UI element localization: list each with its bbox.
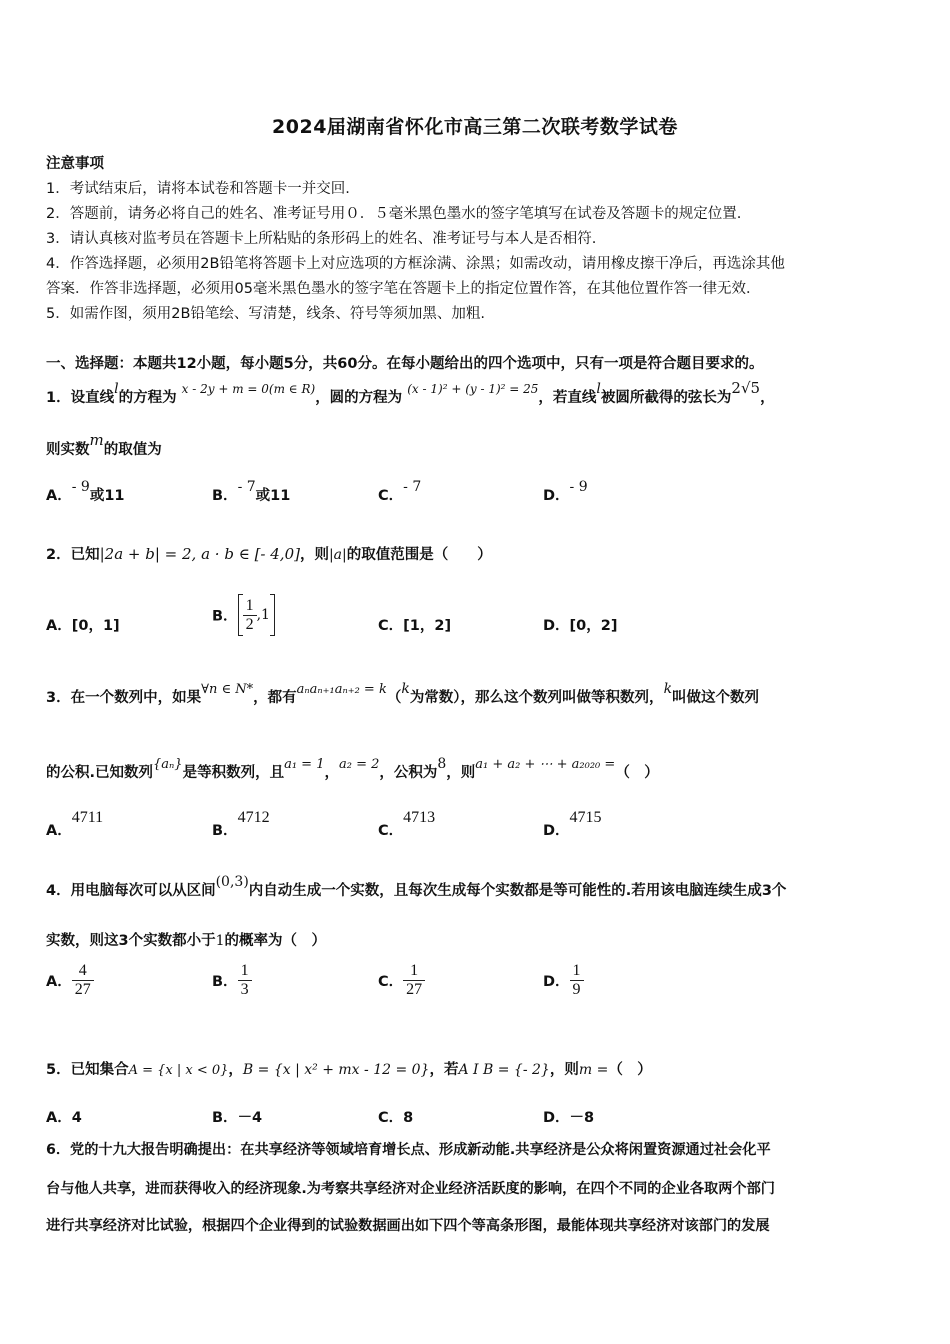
q3-text: 是等积数列，且	[182, 765, 285, 781]
q4-text: 4．用电脑每次可以从区间	[46, 883, 216, 899]
q2-text: 的取值范围是（ ）	[346, 547, 492, 563]
q3-option-a[interactable]: A．4711	[46, 809, 104, 839]
q1-text: 的取值为	[103, 442, 162, 458]
question-4-line2: 实数，则这3个实数都小于1的概率为（ ）	[46, 933, 327, 949]
question-6-line: 进行共享经济对比试验，根据四个企业得到的试验数据画出如下四个等高条形图，最能体现共享经济对该部门的发展	[46, 1218, 770, 1234]
q2-abs-a: |a|	[328, 547, 347, 563]
q1-option-a[interactable]: A．- 9或11	[46, 479, 125, 504]
question-2	[46, 543, 492, 564]
question-1	[46, 379, 775, 407]
notice-item: 1．考试结束后，请将本试卷和答题卡一并交回.	[46, 181, 350, 197]
q3-product-condition: aₙaₙ₊₁aₙ₊₂ = k	[296, 682, 387, 697]
notice-item: 2．答题前，请务必将自己的姓名、准考证号用０．５毫米黑色墨水的签字笔填写在试卷及答题卡的规定位置.	[46, 206, 742, 222]
question-6-line: 台与他人共享，进而获得收入的经济现象.为考察共享经济对企业经济活跃度的影响，在四个不同的企业各取两个部门	[46, 1181, 775, 1197]
q3-text: 3．在一个数列中，如果	[46, 690, 202, 706]
notice-item: 4．作答选择题，必须用2B铅笔将答题卡上对应选项的方框涂满、涂黑；如需改动，请用橡皮擦干净后，再选涂其他	[46, 256, 785, 272]
q2-option-a[interactable]: A．[0，1]	[46, 618, 120, 634]
q4-text: 的概率为（ ）	[224, 933, 327, 949]
q3-k-symbol: k	[663, 681, 673, 697]
q1-text: 1．设直线	[46, 390, 115, 406]
q1-text: ，	[760, 390, 775, 406]
q1-option-c[interactable]: C．- 7	[378, 479, 422, 504]
q4-text: 个实数都小于	[128, 933, 216, 949]
q3-option-c[interactable]: C．4713	[378, 809, 436, 839]
notice-item: 答案．作答非选择题，必须用05毫米黑色墨水的签字笔在答题卡上的指定位置作答，在其他位置作答一律无效．	[46, 281, 761, 297]
q4-option-c[interactable]: C． $\frac{1}{27}$	[378, 962, 425, 999]
question-4: 4．用电脑每次可以从区间(0,3)内自动生成一个实数，且每次生成每个实数都是等可能性的.若用该电脑连续生成3个	[46, 874, 787, 899]
q5-set-b: B = {x | x² + mx - 12 = 0}	[242, 1062, 430, 1078]
q5-text: ，则	[549, 1062, 579, 1078]
q2-option-c[interactable]: C．[1，2]	[378, 618, 452, 634]
q2-option-b[interactable]: B． $\frac{1}{2}$ ,1	[212, 594, 275, 636]
q4-option-a[interactable]: A． $\frac{4}{27}$	[46, 962, 94, 999]
q5-m: m =	[578, 1062, 609, 1078]
section-heading: 一、选择题：本题共12小题，每小题5分，共60分。在每小题给出的四个选项中，只有一项是符合题目要求的。	[46, 356, 764, 372]
notice-item: 5．如需作图，须用2B铅笔绘、写清楚，线条、符号等须加黑、加粗.	[46, 306, 486, 322]
q2-text: ，则	[299, 547, 329, 563]
q3-sequence: {aₙ}	[153, 757, 183, 772]
q1-text: 则实数	[46, 442, 90, 458]
q4-text: 个	[771, 883, 787, 899]
q5-set-a: A = {x | x < 0}	[128, 1063, 229, 1078]
question-5: 5．已知集合A = {x | x < 0}，B = {x | x² + mx - 12 = 0}，若A I B = {- 2}，则m =（ ）	[46, 1062, 652, 1078]
q5-intersection: A I B = {- 2}	[458, 1062, 550, 1078]
q3-product-value: 8	[437, 756, 447, 772]
q5-option-b[interactable]: B．－4	[212, 1110, 263, 1126]
q3-text: （	[386, 690, 402, 706]
q5-text: （ ）	[608, 1062, 652, 1078]
q3-sum-expression: a₁ + a₂ + ⋯ + a₂₀₂₀ =	[475, 757, 616, 772]
q4-text: 实数，则这	[46, 933, 119, 949]
q3-text: 叫做这个数列	[672, 690, 760, 706]
q3-a2: a₂ = 2	[338, 757, 380, 772]
question-3-line2: 的公积.已知数列{aₙ}是等积数列，且a₁ = 1，a₂ = 2，公积为8，则a₁ + a₂ + ⋯ + a₂₀₂₀ =（ ）	[46, 756, 659, 781]
q5-option-c[interactable]: C．8	[378, 1110, 414, 1126]
notice-heading: 注意事项	[46, 156, 104, 172]
q3-text: ，则	[446, 765, 476, 781]
question-3	[46, 681, 760, 707]
q5-option-d[interactable]: D．－8	[543, 1110, 595, 1126]
q4-interval: (0,3)	[215, 874, 249, 890]
q5-option-a[interactable]: A．4	[46, 1110, 82, 1126]
q1-option-d[interactable]: D．- 9	[543, 479, 588, 504]
q2-condition: |2a + b| = 2, a · b ∈ [- 4,0]	[99, 545, 300, 563]
q1-line-equation: x - 2y + m = 0(m ∈ R)	[181, 382, 316, 396]
q3-text: 的公积.已知数列	[46, 765, 154, 781]
q3-a1: a₁ = 1	[284, 757, 325, 772]
q1-text: ，若直线	[538, 390, 597, 406]
q4-option-d[interactable]: D． $\frac{1}{9}$	[543, 962, 584, 999]
question-6-line: 6．党的十九大报告明确提出：在共享经济等领域培育增长点、形成新动能.共享经济是公众将闲置资源通过社会化平	[46, 1142, 771, 1158]
q2-option-d[interactable]: D．[0，2]	[543, 618, 618, 634]
q3-text: ，都有	[253, 690, 297, 706]
notice-item: 3．请认真核对监考员在答题卡上所粘贴的条形码上的姓名、准考证号与本人是否相符.	[46, 231, 597, 247]
q5-text: 5．已知集合	[46, 1062, 129, 1078]
q3-option-d[interactable]: D．4715	[543, 809, 602, 839]
q3-k-symbol: k	[401, 681, 410, 697]
q2-text: 2．已知	[46, 547, 100, 563]
q3-text: 为常数），那么这个数列叫做等积数列，	[409, 690, 664, 706]
q1-option-b[interactable]: B．- 7或11	[212, 479, 291, 504]
q3-text: （ ）	[615, 765, 659, 781]
q1-line-symbol: l	[596, 381, 601, 397]
q1-text: 的方程为	[118, 390, 177, 406]
q1-chord-length: 2√5	[731, 379, 761, 397]
q1-m-symbol: m	[89, 431, 104, 449]
q1-line-symbol: l	[114, 381, 119, 397]
q1-text: 被圆所截得的弦长为	[600, 390, 732, 406]
q1-circle-equation: (x - 1)² + (y - 1)² = 25	[407, 382, 539, 396]
q4-text: 内自动生成一个实数，且每次生成每个实数都是等可能性的.若用该电脑连续生成	[248, 883, 762, 899]
q5-text: ，若	[429, 1062, 459, 1078]
question-1-line2	[46, 431, 162, 459]
q3-text: ，公积为	[379, 765, 438, 781]
q4-option-b[interactable]: B． $\frac{1}{3}$	[212, 962, 252, 999]
exam-title: 2024届湖南省怀化市高三第二次联考数学试卷	[272, 116, 678, 138]
q3-forall: ∀n ∈ N*	[201, 682, 254, 697]
q1-text: ，圆的方程为	[315, 390, 403, 406]
q3-option-b[interactable]: B．4712	[212, 809, 270, 839]
